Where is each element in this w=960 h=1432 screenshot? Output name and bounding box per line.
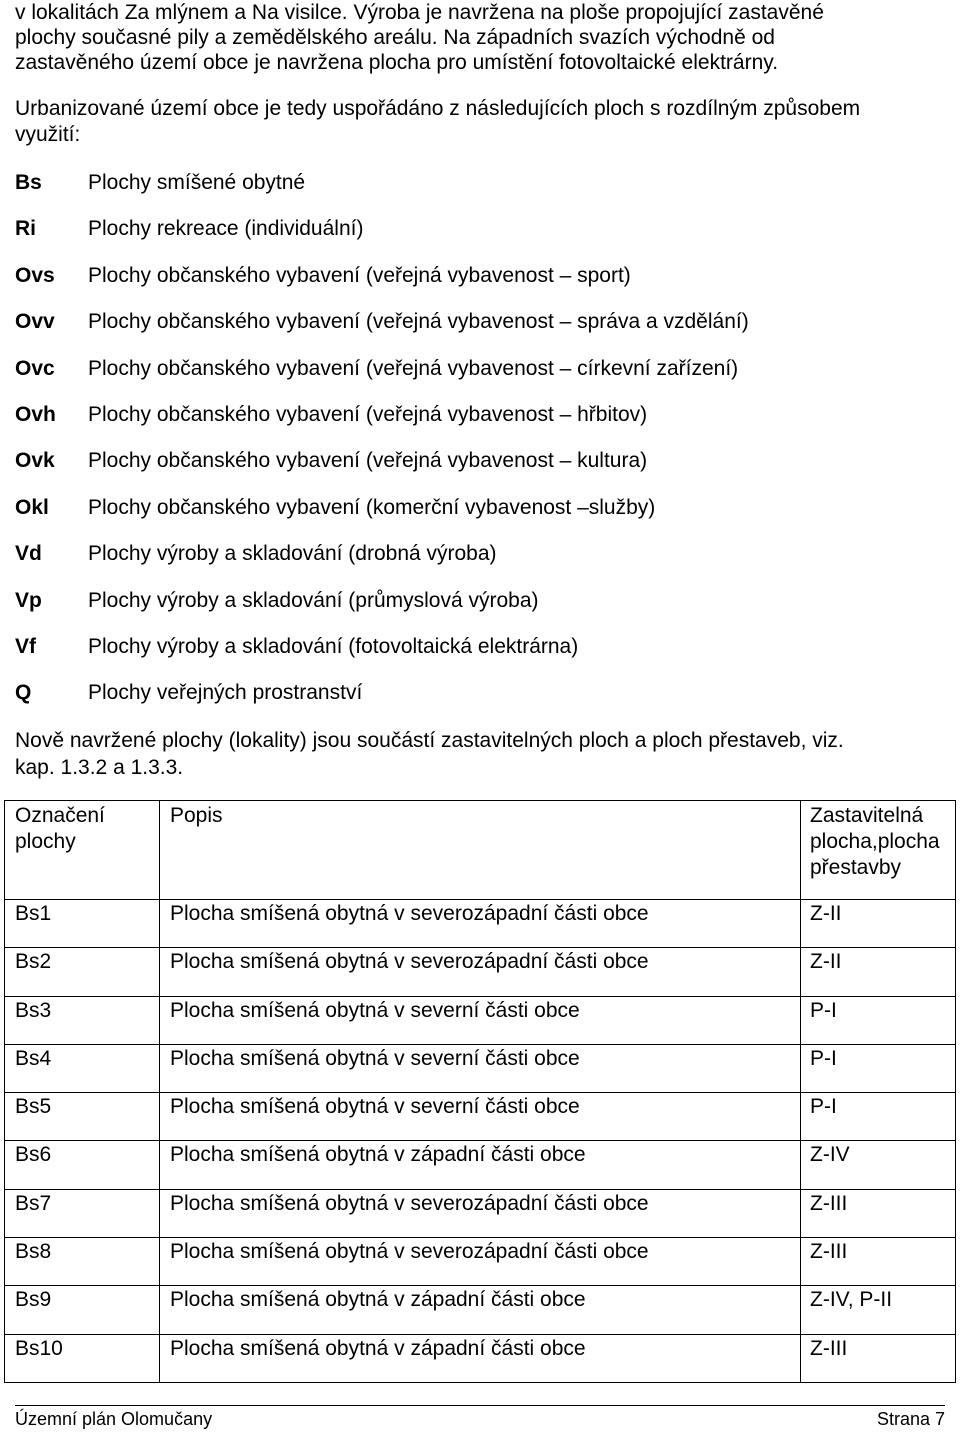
- legend-item: [15, 670, 945, 716]
- legend-code: Vd: [15, 542, 42, 566]
- legend-item: [15, 346, 945, 392]
- legend-description: Plochy výroby a skladování (fotovoltaická elektrárna): [88, 634, 579, 658]
- cell-description: Plocha smíšená obytná v severní části obce: [160, 1044, 801, 1092]
- legend-code: Vf: [15, 634, 36, 658]
- legend-item: [15, 206, 945, 252]
- page-footer: [15, 1405, 945, 1430]
- cell-plot-type: Z-III: [801, 1189, 956, 1237]
- cell-description: Plocha smíšená obytná v severozápadní části obce: [160, 900, 801, 948]
- legend-description: Plochy občanského vybavení (veřejná vybavenost – sport): [88, 263, 631, 287]
- cell-plot-id: Bs8: [5, 1238, 160, 1286]
- legend-code: Ovc: [15, 356, 55, 380]
- legend-item: [15, 485, 945, 531]
- cell-plot-type: P-I: [801, 1093, 956, 1141]
- land-use-legend: [15, 160, 945, 717]
- legend-description: Plochy veřejných prostranství: [88, 681, 363, 705]
- plots-table: [4, 800, 956, 1383]
- cell-plot-id: Bs4: [5, 1044, 160, 1092]
- cell-plot-type: Z-IV: [801, 1141, 956, 1189]
- cell-description: Plocha smíšená obytná v severní části obce: [160, 1093, 801, 1141]
- legend-code: Okl: [15, 495, 49, 519]
- legend-description: Plochy občanského vybavení (veřejná vybavenost – správa a vzdělání): [88, 310, 749, 334]
- cell-plot-type: Z-III: [801, 1238, 956, 1286]
- cell-plot-id: Bs5: [5, 1093, 160, 1141]
- cell-plot-id: Bs10: [5, 1334, 160, 1382]
- cell-description: Plocha smíšená obytná v západní části obce: [160, 1334, 801, 1382]
- header-text: plochy: [15, 830, 76, 853]
- intro-line-2: plochy současné pily a zemědělského areálu. Na západních svazích východně od: [15, 26, 775, 49]
- new-plots-paragraph: [15, 727, 945, 781]
- legend-description: Plochy občanského vybavení (veřejná vybavenost – hřbitov): [88, 402, 648, 426]
- footer-page-number: Strana 7: [876, 1409, 945, 1429]
- cell-plot-id: Bs9: [5, 1286, 160, 1334]
- urbanized-area-paragraph: [15, 96, 945, 148]
- legend-code: Ovs: [15, 263, 55, 287]
- header-text: Označení: [15, 804, 105, 827]
- header-description: [160, 801, 801, 900]
- legend-item: [15, 253, 945, 299]
- legend-description: Plochy smíšené obytné: [88, 171, 306, 194]
- legend-item: [15, 392, 945, 438]
- cell-plot-type: Z-III: [801, 1334, 956, 1382]
- cell-plot-id: Bs1: [5, 900, 160, 948]
- intro-line-1: v lokalitách Za mlýnem a Na visilce. Výroba je navržena na ploše propojující zastavěné: [15, 1, 824, 24]
- intro-line-3: zastavěného území obce je navržena plocha pro umístění fotovoltaické elektrárny.: [15, 51, 779, 74]
- table-header-row: [5, 801, 956, 900]
- cell-plot-type: Z-IV, P-II: [801, 1286, 956, 1334]
- legend-description: Plochy občanského vybavení (veřejná vybavenost – církevní zařízení): [88, 356, 739, 380]
- table-row: [5, 996, 956, 1044]
- document-page: [15, 0, 945, 1360]
- legend-code: Q: [15, 681, 32, 705]
- cell-plot-type: P-I: [801, 1044, 956, 1092]
- table-row: [5, 948, 956, 996]
- legend-description: Plochy výroby a skladování (průmyslová výroba): [88, 588, 539, 612]
- para3-line-2: kap. 1.3.2 a 1.3.3.: [15, 756, 184, 779]
- cell-plot-id: Bs6: [5, 1141, 160, 1189]
- para3-line-1: Nově navržené plochy (lokality) jsou součástí zastavitelných ploch a ploch přestaveb, viz.: [15, 729, 844, 752]
- cell-description: Plocha smíšená obytná v severozápadní části obce: [160, 1189, 801, 1237]
- legend-description: Plochy výroby a skladování (drobná výroba): [88, 542, 497, 566]
- cell-description: Plocha smíšená obytná v severní části obce: [160, 996, 801, 1044]
- table-row: [5, 1044, 956, 1092]
- table-row: [5, 1093, 956, 1141]
- legend-code: Vp: [15, 588, 42, 612]
- footer-document-title: Územní plán Olomučany: [15, 1409, 213, 1429]
- table-row: [5, 900, 956, 948]
- header-text: Popis: [170, 804, 223, 827]
- legend-item: [15, 531, 945, 577]
- table-row: [5, 1189, 956, 1237]
- legend-item: [15, 624, 945, 670]
- cell-plot-type: Z-II: [801, 900, 956, 948]
- legend-code: Bs: [15, 171, 42, 194]
- cell-plot-id: Bs3: [5, 996, 160, 1044]
- cell-description: Plocha smíšená obytná v západní části obce: [160, 1286, 801, 1334]
- cell-plot-type: Z-II: [801, 948, 956, 996]
- para2-line-1: Urbanizované území obce je tedy uspořádáno z následujících ploch s rozdílným způsobem: [15, 97, 861, 120]
- cell-description: Plocha smíšená obytná v severozápadní části obce: [160, 948, 801, 996]
- cell-plot-type: P-I: [801, 996, 956, 1044]
- cell-description: Plocha smíšená obytná v severozápadní části obce: [160, 1238, 801, 1286]
- legend-description: Plochy rekreace (individuální): [88, 217, 364, 241]
- legend-code: Ovv: [15, 310, 55, 334]
- header-text: přestavby: [810, 856, 902, 879]
- header-plot-type: [801, 801, 956, 900]
- legend-item: [15, 578, 945, 624]
- table-row: [5, 1334, 956, 1382]
- table-row: [5, 1286, 956, 1334]
- cell-plot-id: Bs2: [5, 948, 160, 996]
- header-text: Zastavitelná: [810, 804, 924, 827]
- cell-description: Plocha smíšená obytná v západní části obce: [160, 1141, 801, 1189]
- legend-code: Ovh: [15, 402, 56, 426]
- cell-plot-id: Bs7: [5, 1189, 160, 1237]
- legend-code: Ovk: [15, 449, 55, 473]
- header-text: plocha,plocha: [810, 830, 940, 853]
- legend-code: Ri: [15, 217, 36, 241]
- legend-description: Plochy občanského vybavení (veřejná vybavenost – kultura): [88, 449, 648, 473]
- legend-description: Plochy občanského vybavení (komerční vybavenost –služby): [88, 495, 656, 519]
- table-row: [5, 1238, 956, 1286]
- header-plot-id: [5, 801, 160, 900]
- intro-paragraph: [15, 0, 945, 75]
- legend-item: [15, 160, 945, 206]
- table-row: [5, 1141, 956, 1189]
- para2-line-2: využití:: [15, 123, 81, 146]
- legend-item: [15, 299, 945, 345]
- legend-item: [15, 438, 945, 484]
